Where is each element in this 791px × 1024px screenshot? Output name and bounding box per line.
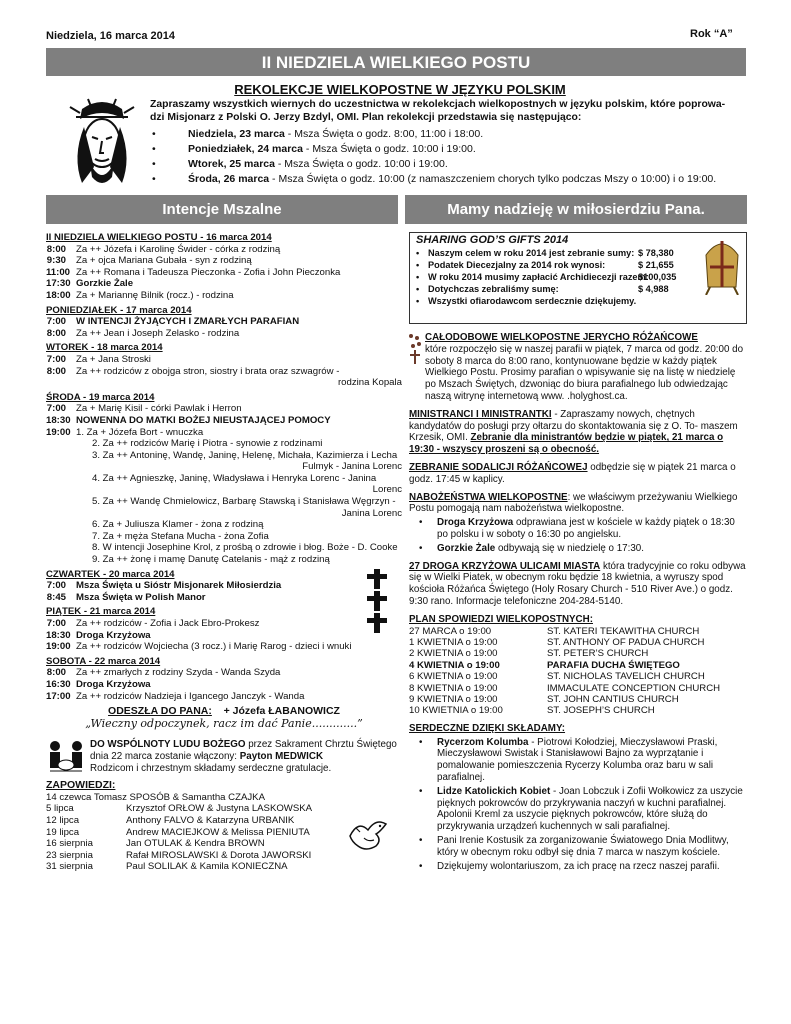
mass-time: 17:30 <box>46 278 71 290</box>
sharing-label: Podatek Diecezjalny za 2014 rok wynosi: <box>428 259 606 270</box>
intention-text: Za + Jana Stroski <box>76 353 151 365</box>
rosary-icon <box>407 332 423 370</box>
mercy-heading: Mamy nadzieję w miłosierdziu Pana. <box>405 195 747 224</box>
intention-text: 3. Za ++ Antoninę, Wandę, Janinę, Helenę, Michała, Kazimierza i Lecha <box>92 449 398 461</box>
intention-row <box>46 641 402 653</box>
list-item: • Niedziela, 23 marca - Msza Święta o godz. 8:00, 11:00 i 18:00. <box>150 127 750 142</box>
mass-time: 8:00 <box>46 365 66 377</box>
intention-text: Lorenc <box>372 484 402 496</box>
intention-text: 4. Za ++ Agnieszkę, Janinę, Władysława i Henryka Lorenc - Janina <box>92 472 377 484</box>
mass-intentions-heading: Intencje Mszalne <box>46 195 398 224</box>
banns-names: Rafał MIROSLAWSKI & Dorota JAWORSKI <box>126 849 312 861</box>
day-heading: II NIEDZIELA WIELKIEGO POSTU - 16 marca 2014 <box>46 232 272 243</box>
baptism-notice: DO WSPÓLNOTY LUDU BOŻEGO przez Sakrament Chrztu Świętego dnia 22 marca zostanie włączony: Payton MEDWICK Rodzicom i chrzestnym składamy serdeczne gratulacje. <box>46 739 402 774</box>
mass-time: 7:00 <box>46 403 66 415</box>
retreat-title: REKOLEKCJE WIELKOPOSTNE W JĘZYKU POLSKIM <box>234 82 566 97</box>
intention-text: Droga Krzyżowa <box>76 678 151 690</box>
parish-news <box>409 232 747 872</box>
day-heading: WTOREK - 18 marca 2014 <box>46 342 163 354</box>
confession-row <box>409 705 747 716</box>
mass-time: 18:30 <box>46 414 71 426</box>
intention-text: Za ++ zmarłych z rodziny Szyda - Wanda Szyda <box>76 667 281 679</box>
banns-first: 14 czewca Tomasz SPOSÓB & Samantha CZAJKA <box>46 791 265 803</box>
mass-time: 7:00 <box>46 580 66 592</box>
sharing-label: Naszym celem w roku 2014 jest zebranie sumy: <box>428 247 635 258</box>
memoriam-quote: „Wieczny odpoczynek, racz im dać Panie.............” <box>85 716 363 730</box>
intention-text: 7. Za + męża Stefana Mucha - żona Zofia <box>92 530 269 542</box>
intention-text: Za ++ Jean i Joseph Zelasko - rodzina <box>76 327 240 339</box>
confession-date: 10 KWIETNIA o 19:00 <box>409 705 503 717</box>
banns-names: Paul SOLILAK & Kamila KONIECZNA <box>126 861 288 873</box>
confession-date: 9 KWIETNIA o 19:00 <box>409 693 498 705</box>
intention-text: Janina Lorenc <box>341 507 402 519</box>
intention-text: Msza Święta w Polish Manor <box>76 591 206 603</box>
intention-text: 9. Za ++ żonę i mamę Danutę Catelanis - mąż z rodziną <box>92 554 330 566</box>
intention-text: Za ++ rodziców - Zofia i Jack Ebro-Prokesz <box>76 618 260 629</box>
sharing-row <box>416 295 740 307</box>
confession-row <box>409 637 747 648</box>
list-item: • Poniedziałek, 24 marca - Msza Święta o godz. 10:00 i 19:00. <box>150 142 750 157</box>
confession-date: 6 KWIETNIA o 19:00 <box>409 671 498 683</box>
mass-time: 7:00 <box>46 316 66 328</box>
intention-row <box>46 415 402 427</box>
baptism-icon <box>46 739 86 777</box>
list-item: • Gorzkie Żale odbywają się w niedzielę o 17:30. <box>415 543 747 555</box>
intention-row <box>46 278 402 290</box>
intention-text: Msza Święta u Sióstr Misjonarek Miłosierdzia <box>76 580 282 592</box>
confession-row <box>409 648 747 659</box>
mass-time: 9:30 <box>46 255 66 267</box>
banns-date: 12 lipca <box>46 814 80 826</box>
intention-text: NOWENNA DO MATKI BOŻEJ NIEUSTAJĄCEJ POMOCY <box>76 414 331 426</box>
sharing-label: Dotychczas zebraliśmy sumę: <box>428 283 559 294</box>
list-item: • Wtorek, 25 marca - Msza Święta o godz. 10:00 i 19:00. <box>150 157 750 172</box>
thanks-section: SERDECZNE DZIĘKI SKŁADAMY: • Rycerzom Kolumba - Piotrowi Kołodziej, Mieczysławowi Praski, Mieczysławowi Swistak i Stanisławowi Bajno za wyprzątanie i pomalowanie pomieszczenia Rycerzy Kolumba oraz baru w sali parafialnej. • Lidze Katolickich Kobiet - Joan Lobczuk i Zofii Wołkowicz za uszycie pięknych pokrowców do przykrywania naczyń w kuchni parafialnej. Apolonii Kreml za uszycie pięknych pokrowców, które służą do przykrywania urządzeń kuchennych w sali parafialnej. • Pani Irenie Kostusik za zorganizowanie Światowego Dnia Modlitwy, który w obecnym roku odbył się dnia 7 marca w naszym kościele. • Dziękujemy wolontariuszom, za ich pracę na rzecz naszej parafii. <box>409 723 747 873</box>
mass-time: 8:00 <box>46 327 66 339</box>
mass-intentions <box>46 232 402 873</box>
mass-time: 8:00 <box>46 667 66 679</box>
confession-church: PARAFIA DUCHA ŚWIĘTEGO <box>547 659 680 671</box>
mass-time: 16:30 <box>46 678 71 690</box>
confession-row <box>409 626 747 637</box>
intention-row <box>46 255 402 267</box>
intention-row <box>46 630 402 642</box>
intention-text: Fulmyk - Janina Lorenc <box>302 461 402 473</box>
sharing-row <box>416 259 740 271</box>
list-item: • Pani Irenie Kostusik za zorganizowanie Światowego Dnia Modlitwy, który w obecnym roku odbył się dnia 7 marca w naszym kościele. <box>415 835 747 859</box>
confession-church: ST. PETER’S CHURCH <box>547 648 649 660</box>
intention-row <box>46 691 402 703</box>
intention-text: 2. Za ++ rodziców Marię i Piotra - synowie z rodzinami <box>92 438 323 450</box>
intention-text: 8. W intencji Josephine Krol, z prośbą o zdrowie i błog. Boże - D. Cooke <box>92 542 398 554</box>
list-item: • Lidze Katolickich Kobiet - Joan Lobczuk i Zofii Wołkowicz za uszycie pięknych pokrowców do przykrywania naczyń w kuchni parafialnej. Apolonii Kreml za uszycie pięknych pokrowców, które służą do przykrywania urządzeń kuchennych w sali parafialnej. <box>415 786 747 833</box>
altar-servers-notice: MINISTRANCI I MINISTRANTKI - Zapraszamy nowych, chętnych kandydatów do posługi przy ołtarzu do skontaktowania się z O. To- maszem Krzesik, OMI. Zebranie dla ministrantów będzie w piątek, 21 marca o 19:30 - wszyscy proszeni są o obecność. <box>409 408 738 456</box>
confession-church: ST. NICHOLAS TAVELICH CHURCH <box>547 671 705 683</box>
mass-time: 19:00 <box>46 641 71 653</box>
mitre-icon <box>700 237 744 299</box>
christ-crown-of-thorns-icon <box>62 97 142 187</box>
confession-plan: PLAN SPOWIEDZI WIELKOPOSTNYCH: 27 MARCA o 19:00 ST. KATERI TEKAWITHA CHURCH 1 KWIETNIA o 19:00 ST. ANTHONY OF PADUA CHURCH 2 KWIETNIA o 19:00 ST. PETER’S CHURCH 4 KWIETNIA o 19:00 PARAFIA DUCHA ŚWIĘTEGO 6 KWIETNIA o 19:00 ST. NICHOLAS TAVELICH CHURCH 8 KWIETNIA o 19:00 IMMACULATE CONCEPTION CHURCH 9 KWIETNIA o 19:00 ST. JOHN CANTIUS CHURCH 10 KWIETNIA o 19:00 ST. JOSEPH’S CHURCH <box>409 614 747 717</box>
sharing-amount: $ 4,988 <box>638 283 669 294</box>
confession-church: IMMACULATE CONCEPTION CHURCH <box>547 682 721 694</box>
retreat-schedule <box>150 127 750 187</box>
intention-row <box>46 427 402 439</box>
mass-time: 11:00 <box>46 266 71 278</box>
intention-text: Za ++ rodziców Nadzieja i Igancego Janczyk - Wanda <box>76 690 305 702</box>
sharing-amount: $100,035 <box>638 271 677 282</box>
mass-time: 8:00 <box>46 243 66 255</box>
intention-text: 5. Za ++ Wandę Chmielowicz, Barbarę Stawską i Stanisława Węgrzyn - <box>92 496 396 508</box>
confession-date: 2 KWIETNIA o 19:00 <box>409 648 498 660</box>
list-item: • Droga Krzyżowa odprawiana jest w kościele w każdy piątek o 18:30 po polsku i w soboty o 16:30 po angielsku. <box>415 517 747 541</box>
confession-church: ST. JOSEPH’S CHURCH <box>547 705 655 717</box>
sharing-row <box>416 283 740 295</box>
rosary-notice <box>409 332 747 344</box>
bulletin-date: Niedziela, 16 marca 2014 <box>46 30 176 42</box>
confession-row <box>409 671 747 682</box>
intention-row <box>46 580 402 592</box>
confession-church: ST. ANTHONY OF PADUA CHURCH <box>547 636 705 648</box>
banns-names: Anthony FALVO & Katarzyna URBANIK <box>126 814 295 826</box>
confession-date: 27 MARCA o 19:00 <box>409 625 492 637</box>
confession-date: 8 KWIETNIA o 19:00 <box>409 682 498 694</box>
intention-text: Za + ojca Mariana Gubała - syn z rodziną <box>76 255 252 267</box>
banns-date: 23 sierpnia <box>46 849 93 861</box>
intention-text: W INTENCJI ŻYJĄCYCH I ZMARŁYCH PARAFIAN <box>76 316 300 328</box>
sharing-amount: $ 78,380 <box>638 247 674 258</box>
mass-time: 17:00 <box>46 690 71 702</box>
crosses-icon <box>364 569 390 637</box>
banns-heading: ZAPOWIEDZI: <box>46 779 116 792</box>
sharing-row <box>416 271 740 283</box>
mass-time: 7:00 <box>46 353 66 365</box>
intention-row <box>46 366 402 378</box>
intention-row <box>46 328 402 340</box>
confession-row <box>409 694 747 705</box>
sharing-amount: $ 21,655 <box>638 259 674 270</box>
day-heading: CZWARTEK - 20 marca 2014 <box>46 568 175 580</box>
sharing-title: SHARING GOD’S GIFTS 2014 <box>416 234 569 246</box>
intention-text: Za ++ rodziców z obojga stron, siostry i brata oraz szwagrów - <box>76 365 340 377</box>
intention-text: Gorzkie Żale <box>76 278 134 290</box>
banns-date: 19 lipca <box>46 826 80 838</box>
mass-time: 18:00 <box>46 289 71 301</box>
confession-church: ST. KATERI TEKAWITHA CHURCH <box>547 625 700 637</box>
sharing-row <box>416 247 740 259</box>
mass-time: 19:00 <box>46 426 71 438</box>
intention-text: Droga Krzyżowa <box>76 629 151 641</box>
banns-names: Andrew MACIEJKOW & Melissa PIENIUTA <box>126 826 310 838</box>
banns-date: 31 sierpnia <box>46 861 93 873</box>
intention-row <box>46 618 402 630</box>
intention-row <box>46 403 402 415</box>
banns-row <box>46 803 402 815</box>
intention-row <box>46 244 402 256</box>
mass-time: 18:30 <box>46 629 71 641</box>
day-heading: ŚRODA - 19 marca 2014 <box>46 391 155 403</box>
banns-names: Jan OTULAK & Kendra BROWN <box>126 838 265 850</box>
list-item: • Środa, 26 marca - Msza Święta o godz. 10:00 (z namaszczeniem chorych tylko podczas Mszy o 10:00) i o 19:00. <box>150 172 750 187</box>
lenten-devotions-notice: NABOŻEŃSTWA WIELKOPOSTNE: we właściwym przeżywaniu Wielkiego Postu pomogają nam nabożeństwa wielkopostne. • Droga Krzyżowa odprawiana jest w kościele w każdy piątek o 18:30 po polsku i w soboty o 16:30 po angielsku. • Gorzkie Żale odbywają się w niedzielę o 17:30. <box>409 492 747 555</box>
intention-text: Za ++ Romana i Tadeusza Pieczonka - Zofia i John Pieczonka <box>76 266 341 278</box>
list-item: • Dziękujemy wolontariuszom, za ich pracę na rzecz naszej parafii. <box>415 861 747 873</box>
sharing-gods-gifts-box <box>409 232 747 324</box>
banns-date: 5 lipca <box>46 803 74 815</box>
mass-time: 8:45 <box>46 591 66 603</box>
confession-date: 1 KWIETNIA o 19:00 <box>409 636 498 648</box>
sharing-label: Wszystki ofiarodawcom serdecznie dziękujemy. <box>428 295 637 306</box>
confession-row <box>409 660 747 671</box>
intention-row <box>46 679 402 691</box>
intention-row <box>46 290 402 302</box>
banns-names: Krzysztof ORŁOW & Justyna LASKOWSKA <box>126 803 313 815</box>
page-title: II NIEDZIELA WIELKIEGO POSTU <box>46 48 746 76</box>
intention-row <box>46 592 402 604</box>
intention-text: 1. Za + Józefa Bort - wnuczka <box>76 426 204 438</box>
retreat-intro: Zapraszamy wszystkich wiernych do uczestnictwa w rekolekcjach wielkopostnych w języku polskim, które poprowa- dzi Misjonarz z Polski O. Jerzy Bzdyl, OMI. Plan rekolekcji przedstawia się następująco: <box>150 99 726 123</box>
intention-row <box>46 354 402 366</box>
intention-continuation: rodzina Kopala <box>337 377 402 389</box>
in-memoriam: ODESZŁA DO PANA: + Józefa ŁABANOWICZ <box>108 705 340 718</box>
day-heading: PIĄTEK - 21 marca 2014 <box>46 606 156 618</box>
sharing-label: W roku 2014 musimy zapłacić Archidiecezji razem: <box>428 271 649 282</box>
intention-text: Za + Mariannę Bilnik (rocz.) - rodzina <box>76 289 234 301</box>
confession-row <box>409 683 747 694</box>
rosary-heading: CAŁODOBOWE WIELKOPOSTNE JERYCHO RÓŻAŃCOWE <box>425 332 698 343</box>
intention-text: Za ++ rodziców Wojciecha (3 rocz.) i Marię Rarog - dzieci i wnuki <box>76 641 352 653</box>
intention-row <box>46 667 402 679</box>
list-item: • Rycerzom Kolumba - Piotrowi Kołodziej, Mieczysławowi Praski, Mieczysławowi Swistak i Stanisławowi Bajno za wyprzątanie i pomalowanie pomieszczenia Rycerzy Kolumba oraz baru w sali parafialnej. <box>415 737 747 784</box>
way-of-cross-notice: 27 DROGA KRZYŻOWA ULICAMI MIASTA która tradycyjnie co roku odbywa się w Wielki Piatek, w obecnym roku będzie 18 kwietnia, a wyruszy spod kościoła Różańca Świętego (Holy Rosary Church - 510 River Ave.) o godz. 9:30 rano. Informacje telefoniczne 204-284-5140. <box>409 560 746 607</box>
confession-date: 4 KWIETNIA o 19:00 <box>409 659 500 671</box>
intention-row <box>46 267 402 279</box>
intention-text: 6. Za + Juliusza Klamer - żona z rodziną <box>92 519 264 531</box>
confession-church: ST. JOHN CANTIUS CHURCH <box>547 693 679 705</box>
intention-text: Za ++ Józefa i Karolinę Świder - córka z rodziną <box>76 243 281 255</box>
dove-icon <box>346 816 390 860</box>
rosary-text: które rozpoczęło się w naszej parafii w piątek, 7 marca od godz. 20:00 do soboty 8 marca do 8:00 rano, kontynuowane będzie w każdy piątek Wielkiego Postu. Prosimy parafian o wpisywanie się na listę w niedzielę po Mszach Świętych, dzwoniąc do biura parafialnego lub odwiedzając naszą witrynę internetową www. .holyghost.ca. <box>425 343 744 402</box>
banns-date: 16 sierpnia <box>46 838 93 850</box>
intention-text: Za + Marię Kisil - córki Pawlak i Herron <box>76 403 242 415</box>
day-heading: SOBOTA - 22 marca 2014 <box>46 655 161 667</box>
day-heading: PONIEDZIAŁEK - 17 marca 2014 <box>46 304 192 316</box>
liturgical-year: Rok “A” <box>690 28 733 40</box>
banns-row <box>46 861 402 873</box>
rosary-society-notice: ZEBRANIE SODALICJI RÓŻAŃCOWEJ odbędzie się w piątek 21 marca o godz. 17:45 w kaplicy. <box>409 461 736 485</box>
mass-time: 7:00 <box>46 618 66 629</box>
intention-row <box>46 316 402 328</box>
